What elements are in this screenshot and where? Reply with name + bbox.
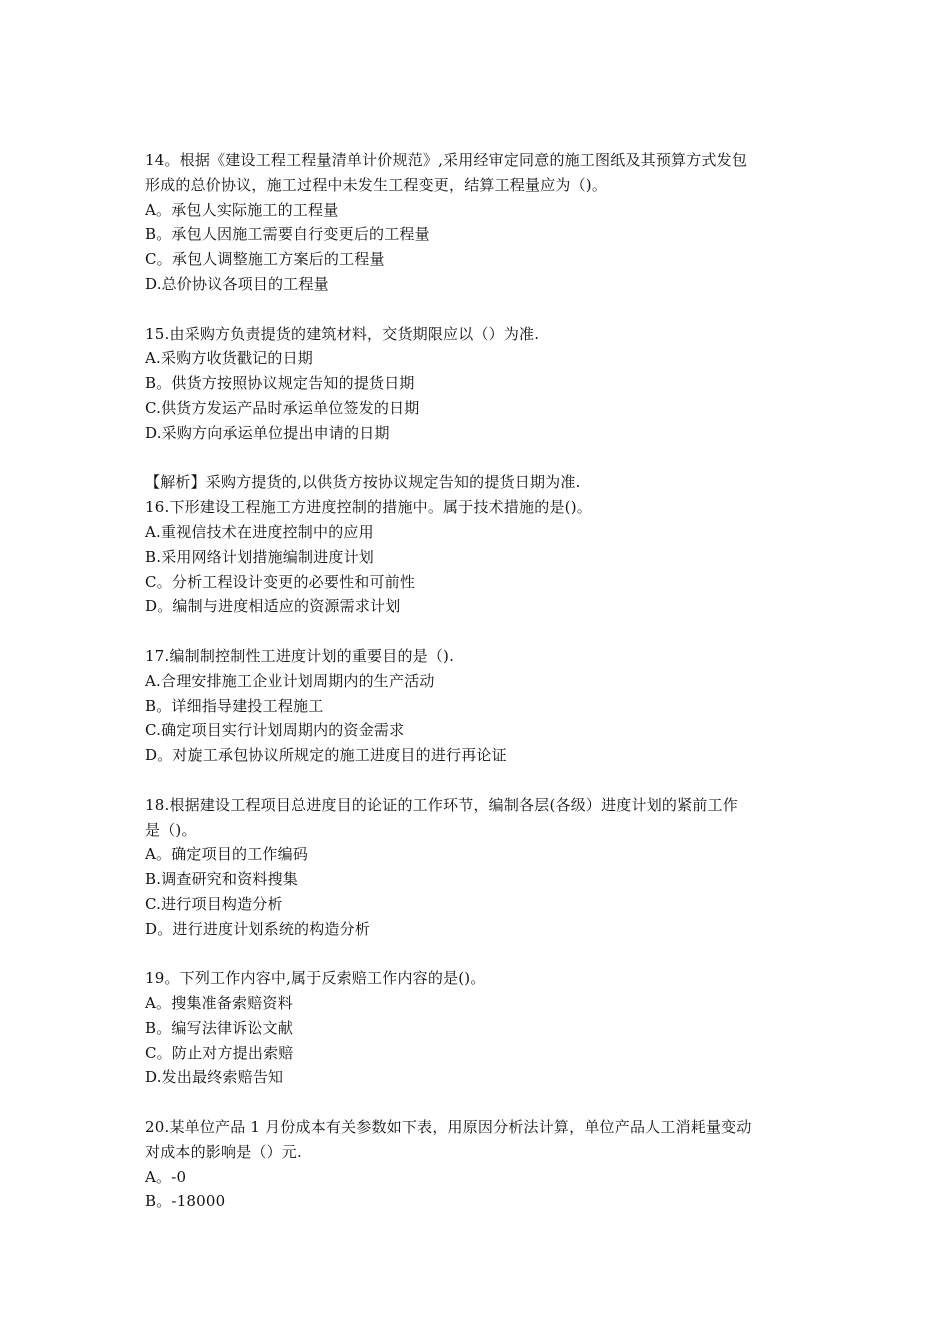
analysis-note: 【解析】采购方提货的,以供货方按协议规定告知的提货日期为准. <box>145 473 581 492</box>
option-b: B。编写法律诉讼文献 <box>145 1018 294 1037</box>
option-a: A。-0 <box>145 1167 187 1186</box>
option-b: B.调查研究和资料搜集 <box>145 870 298 889</box>
question-stem: 17.编制制控制性工进度计划的重要目的是（). <box>145 646 455 665</box>
option-d: D.总价协议各项目的工程量 <box>145 274 329 293</box>
option-d: D。进行进度计划系统的构造分析 <box>145 919 371 938</box>
option-d: D。编制与进度相适应的资源需求计划 <box>145 597 401 616</box>
question-stem: 15.由采购方负责提货的建筑材料，交货期限应以（）为准. <box>145 324 540 343</box>
option-b: B。供货方按照协议规定告知的提货日期 <box>145 374 415 393</box>
option-a: A。承包人实际施工的工程量 <box>145 200 339 219</box>
question-stem: 14。根据《建设工程工程量清单计价规范》,采用经审定同意的施工图纸及其预算方式发包 <box>145 151 748 169</box>
question-20 <box>145 1115 811 1214</box>
option-c: C.供货方发运产品时承运单位签发的日期 <box>145 398 420 417</box>
question-15 <box>145 322 811 446</box>
option-c: C。防止对方提出索赔 <box>145 1043 294 1062</box>
question-stem: 是（)。 <box>145 820 197 839</box>
question-stem: 20.某单位产品 1 月份成本有关参数如下表，用原因分析法计算，单位产品人工消耗量变动 <box>145 1118 752 1137</box>
option-a: A.合理安排施工企业计划周期内的生产活动 <box>145 671 435 690</box>
option-d: D。对旋工承包协议所规定的施工进度目的进行再论证 <box>145 746 507 765</box>
option-b: B。-18000 <box>145 1192 226 1211</box>
question-stem: 19。下列工作内容中,属于反索赔工作内容的是()。 <box>145 969 486 988</box>
option-d: D.采购方向承运单位提出申请的日期 <box>145 423 390 442</box>
option-b: B。详细指导建投工程施工 <box>145 696 324 715</box>
option-a: A。确定项目的工作编码 <box>145 845 309 864</box>
option-d: D.发出最终索赔告知 <box>145 1068 284 1087</box>
question-14 <box>145 148 811 297</box>
question-18 <box>145 793 811 942</box>
option-a: A.采购方收货戳记的日期 <box>145 349 314 368</box>
option-b: B。承包人因施工需要自行变更后的工程量 <box>145 225 430 244</box>
option-a: A.重视信技术在进度控制中的应用 <box>145 522 374 541</box>
option-a: A。搜集准备索赔资料 <box>145 994 293 1013</box>
question-16 <box>145 470 811 619</box>
option-c: C.确定项目实行计划周期内的资金需求 <box>145 721 405 740</box>
question-stem: 对成本的影响是（）元. <box>145 1142 302 1161</box>
question-17 <box>145 644 811 768</box>
question-stem: 形成的总价协议，施工过程中未发生工程变更，结算工程量应为（)。 <box>145 175 608 194</box>
option-b: B.采用网络计划措施编制进度计划 <box>145 547 374 566</box>
question-stem: 16.下形建设工程施工方进度控制的措施中。属于技术措施的是()。 <box>145 498 592 517</box>
question-19 <box>145 966 811 1090</box>
option-c: C。承包人调整施工方案后的工程量 <box>145 250 385 269</box>
option-c: C。分析工程设计变更的必要性和可前性 <box>145 572 416 591</box>
option-c: C.进行项目构造分析 <box>145 894 283 913</box>
question-stem: 18.根据建设工程项目总进度目的论证的工作环节，编制各层(各级）进度计划的紧前工作 <box>145 795 738 814</box>
document-page <box>145 148 811 1214</box>
